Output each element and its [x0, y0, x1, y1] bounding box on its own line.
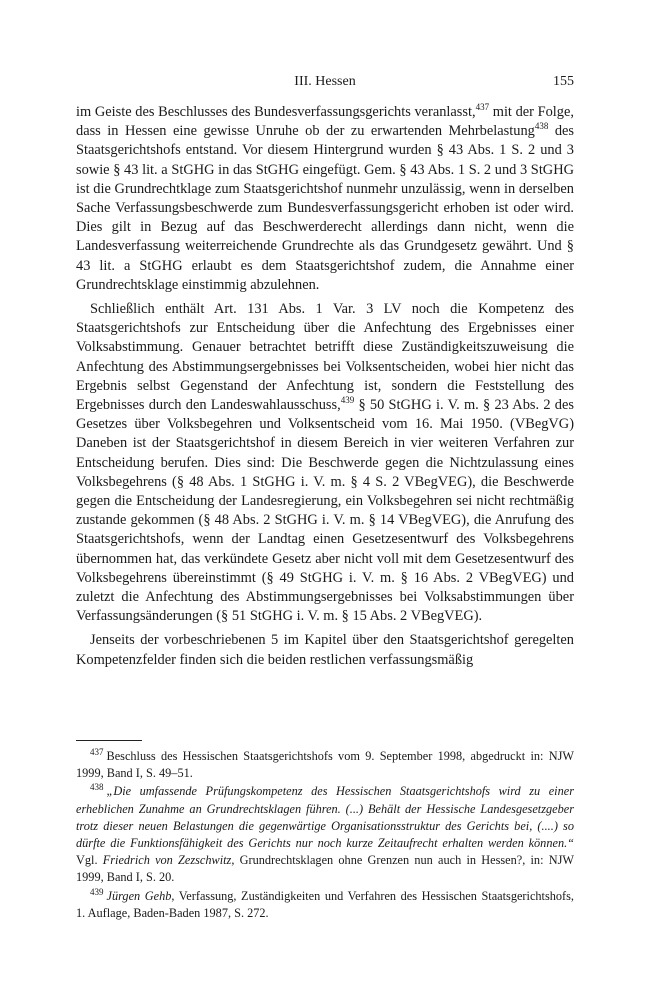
footnote-author: Jürgen Gehb: [106, 888, 172, 903]
footnote-number: 439: [90, 886, 104, 897]
footnote-ref-437: 437: [475, 102, 490, 113]
footnote-ref-439: 439: [340, 395, 355, 406]
paragraph-text: des Staatsgerichtshofs entstand. Vor diesem Hintergrund wurden § 43 Abs. 1 S. 2 und 3 sowie § 43 lit. a StGHG in das StGHG eingefügt. Gem. § 43 Abs. 1 S. 2 und 3 StGHG ist die Grundrechtklage zum Staatsgerichtshof nunmehr unzulässig, wenn in derselben Sache Verfassungsbeschwerde zum Bundesverfassungsgericht erhoben ist oder wird. Dies gilt in Bezug auf das Beschwerderecht allerdings dann nicht, wenn die Landesverfassung weiterreichende Grundrechte als das Grundgesetz gewährt. Und § 43 lit. a StGHG erlaubt es dem Staatsgerichtshof zudem, die Annahme einer Grundrechtsklage einstimmig abzulehnen.: [76, 123, 575, 293]
paragraph-text: Jenseits der vorbeschriebenen 5 im Kapitel über den Staatsgerichtshof geregelten Kompetenzfelder finden sich die beiden restlichen verfassungsmäßig: [76, 632, 574, 668]
main-text: [76, 103, 574, 670]
paragraph-3: [76, 631, 574, 669]
footnote-author: Friedrich von Zezschwitz: [102, 853, 232, 868]
footnote-quote: „Die umfassende Prüfungskompetenz des Hessischen Staatsgerichtshofs wird zu einer erheblichen Zunahme an Grundrechtsklagen führen. (...) Behält der Hessische Landesgesetzgeber trotz dieser neuen Belastungen die gegenwärtige Organisationsstruktur des Gerichts bei, (....) so dürfte die Funktionsfähigkeit des Gerichts nur noch kurze Zeitaufrecht erhalten werden können.“: [76, 784, 574, 851]
footnote-text: Vgl.: [76, 853, 103, 868]
page-number: 155: [553, 74, 574, 89]
paragraph-1: [76, 103, 574, 295]
paragraph-text: im Geiste des Beschlusses des Bundesverfassungsgerichts veranlasst,: [76, 104, 476, 120]
paragraph-2: [76, 300, 574, 626]
footnote-text: , Verfassung, Zuständigkeiten und Verfahren des Hessischen Staatsgerichtshofs, 1. Auflage, Baden-Baden 1987, S. 272.: [76, 888, 575, 920]
running-header: [76, 74, 574, 94]
footnote-number: 438: [90, 782, 104, 793]
paragraph-text: § 50 StGHG i. V. m. § 23 Abs. 2 des Gesetzes über Volksbegehren und Volksentscheid vom 16. Mai 1950. (VBegVG) Daneben ist der Staatsgerichtshof in diesem Bereich in vier weiteren Verfahren zur Entscheidung berufen. Dies sind: Die Beschwerde gegen die Nichtzulassung eines Volksbegehrens (§ 48 Abs. 1 StGHG i. V. m. § 4 S. 2 VBegVEG), die Beschwerde gegen die Entscheidung der Landesregierung, ein Volksbegehren sei nicht rechtmäßig zustande gekommen (§ 48 Abs. 2 StGHG i. V. m. § 14 VBegVEG), die Anrufung des Staatsgerichtshofs, wenn der Landtag einen Gesetzesentwurf des Volksbegehrens übernommen hat, das verkündete Gesetz aber nicht voll mit dem Gesetzesentwurf des Volksbegehrens übereinstimmt (§ 49 StGHG i. V. m. § 16 Abs. 2 VBegVEG) und zuletzt die Anfechtung des Abstimmungsergebnisses bei Volksabstimmungen über Verfassungsänderungen (§ 51 StGHG i. V. m. § 15 Abs. 2 VBegVEG).: [76, 397, 574, 625]
running-title: III. Hessen: [294, 74, 356, 89]
footnote-438: [76, 783, 574, 886]
footnote-separator: [76, 740, 142, 741]
paragraph-text: Schließlich enthält Art. 131 Abs. 1 Var. 3 LV noch die Kompetenz des Staatsgerichtshofs zur Entscheidung über die Anfechtung des Ergebnisses einer Volksabstimmung. Genauer betrachtet betrifft diese Zuständigkeitszuweisung die Anfechtung des Abstimmungsergebnisses bei Volksentscheiden, wobei hier nicht das Ergebnis selbst Gegenstand der Anfechtung ist, sondern die Feststellung des Ergebnisses durch den Landeswahlausschuss,: [76, 301, 574, 414]
footnote-437: [76, 748, 574, 782]
footnote-text: Beschluss des Hessischen Staatsgerichtshofs vom 9. September 1998, abgedruckt in: NJW 1999, Band I, S. 49–51.: [76, 749, 574, 781]
paragraph-text: mit der Folge, dass in Hessen eine gewisse Unruhe ob der zu erwartenden Mehrbelastung: [76, 104, 574, 140]
footnote-439: [76, 888, 574, 922]
footnote-text: , Grundrechtsklagen ohne Grenzen nun auch in Hessen?, in: NJW 1999, Band I, S. 20.: [76, 853, 574, 885]
footnote-ref-438: 438: [534, 121, 549, 132]
footnote-number: 437: [90, 746, 104, 757]
footnotes: [76, 748, 574, 923]
